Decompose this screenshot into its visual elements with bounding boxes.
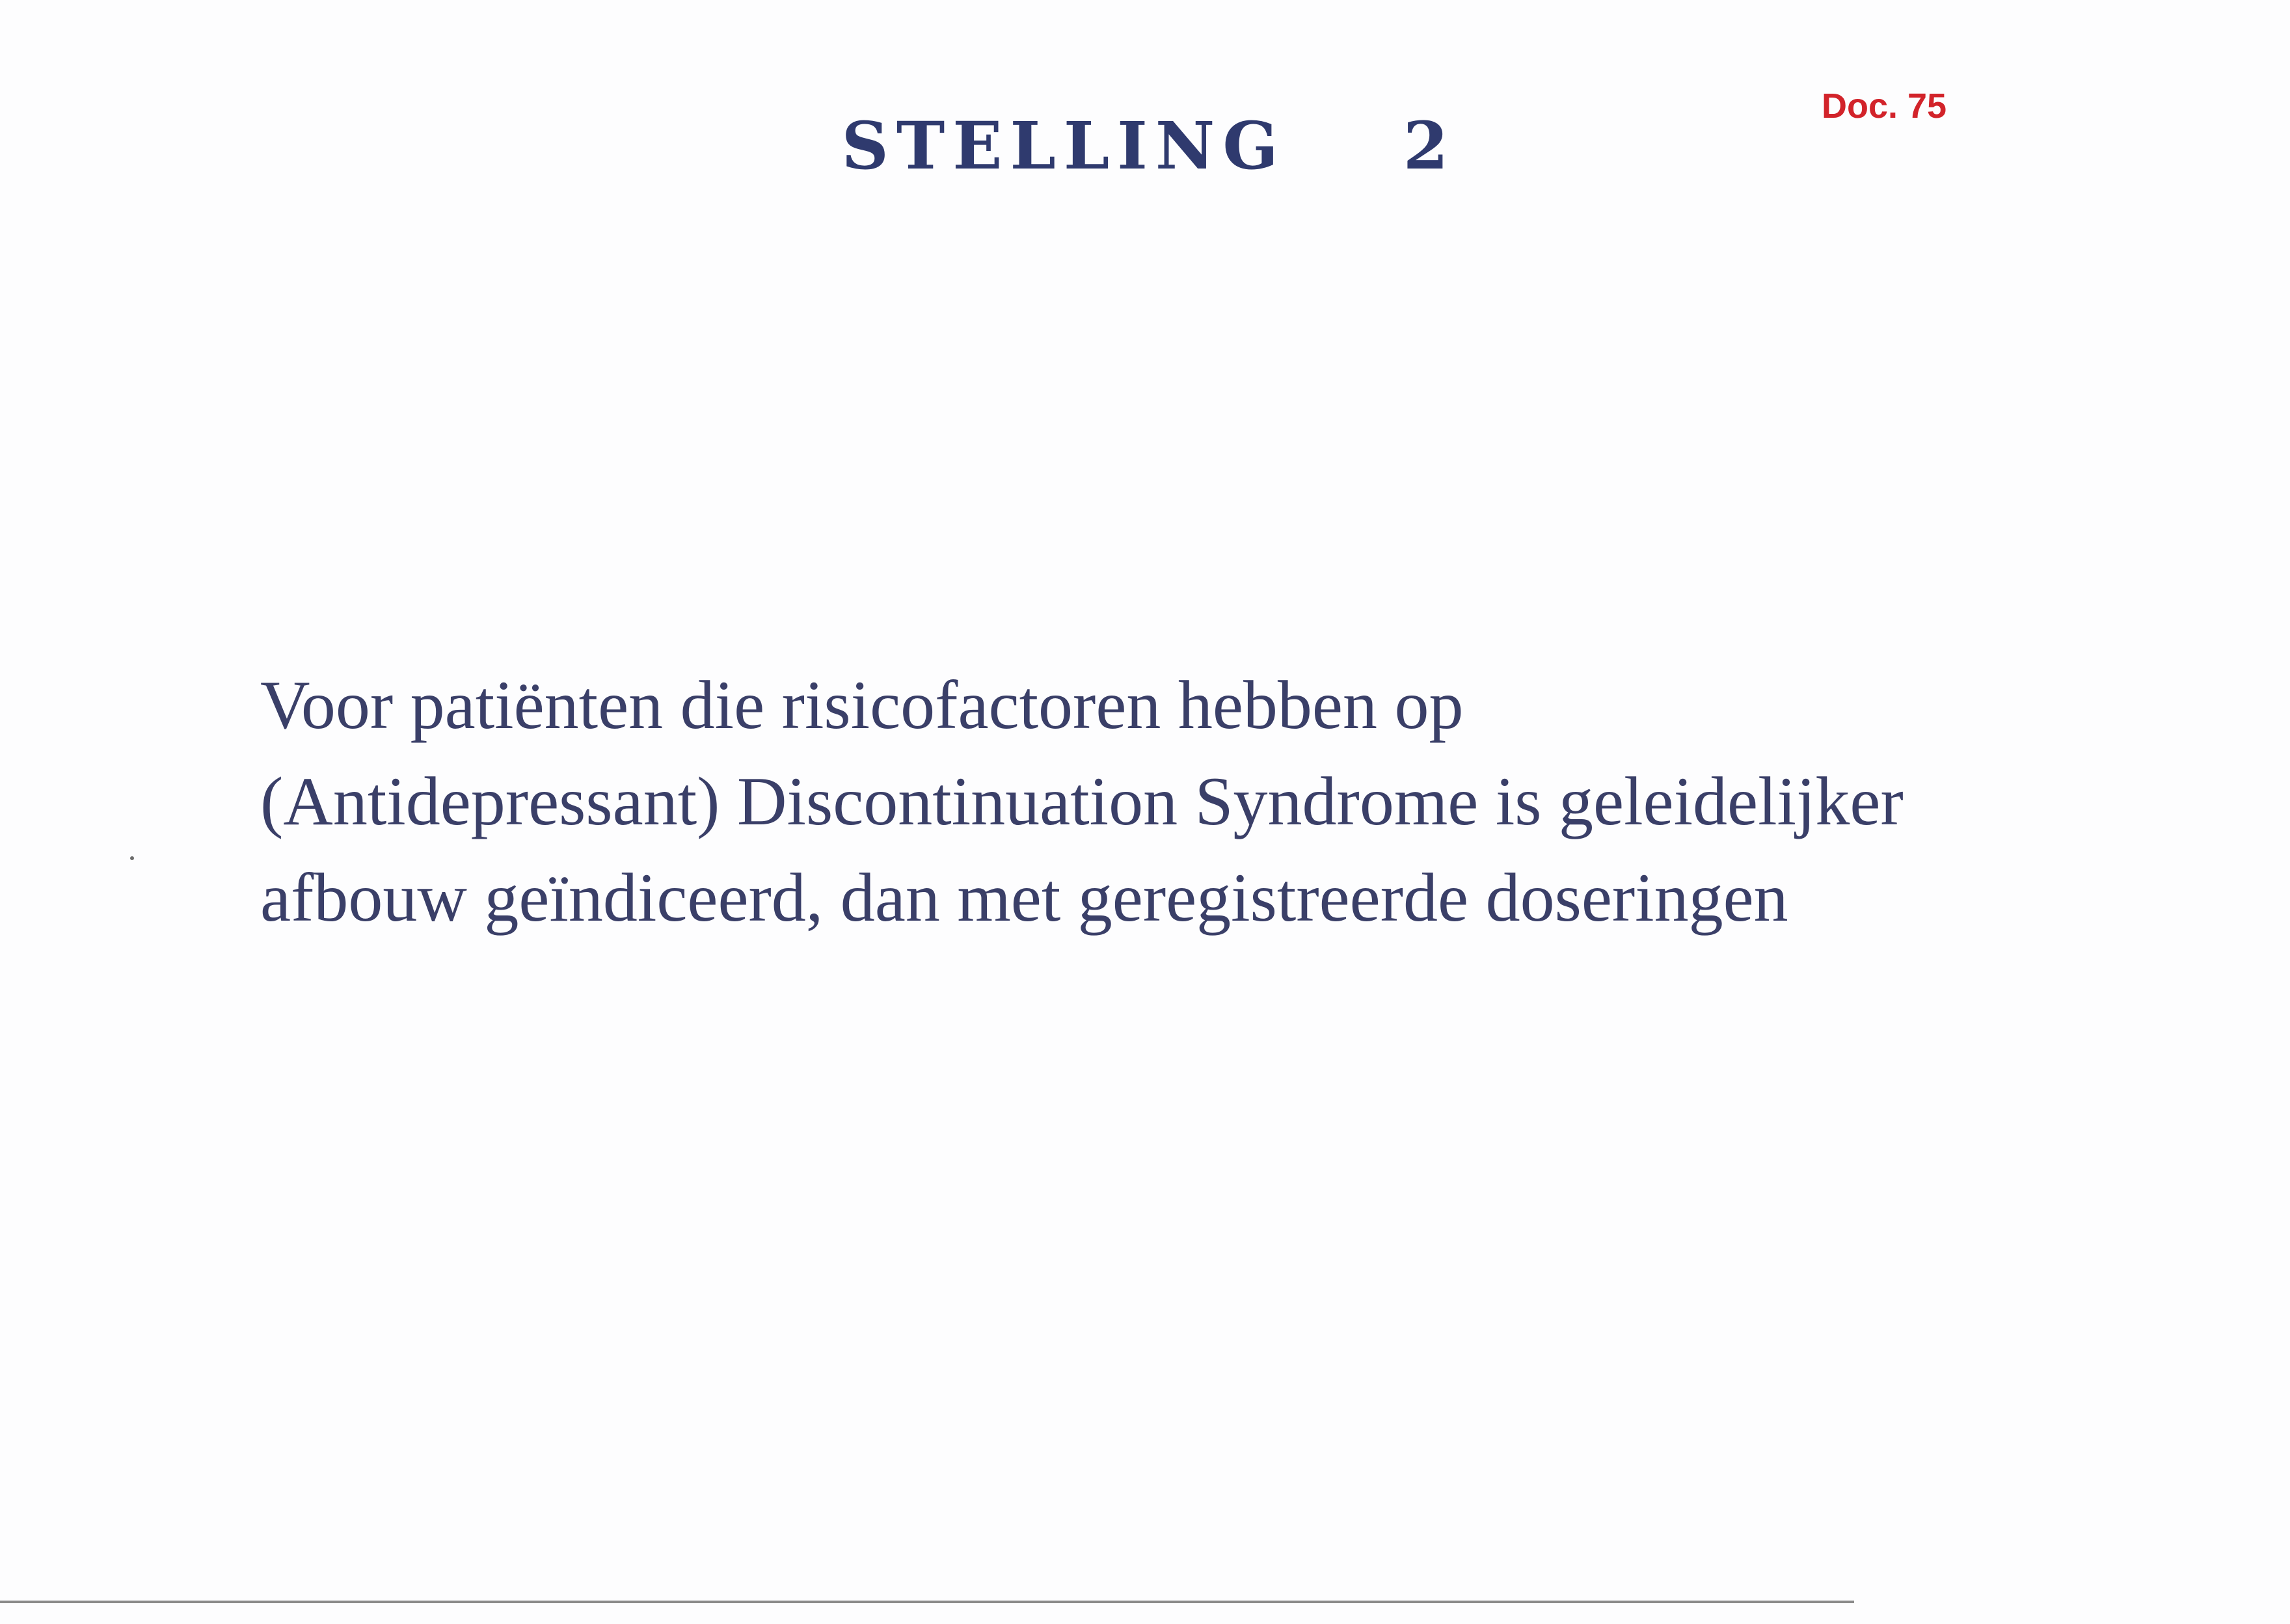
statement-line-2: (Antidepressant) Discontinuation Syndrome is geleidelijker — [260, 763, 1904, 839]
scan-speck — [130, 856, 134, 860]
title-number: 2 — [1403, 107, 1449, 184]
statement-line-3: afbouw geïndiceerd, dan met geregistreerde doseringen — [260, 859, 1788, 936]
statement-text — [260, 657, 2147, 946]
statement-line-1: Voor patiënten die risicofactoren hebben op — [260, 667, 1464, 743]
title-word: STELLING — [841, 107, 1286, 184]
bottom-rule — [0, 1601, 1854, 1603]
document-reference: Doc. 75 — [1822, 87, 1947, 126]
